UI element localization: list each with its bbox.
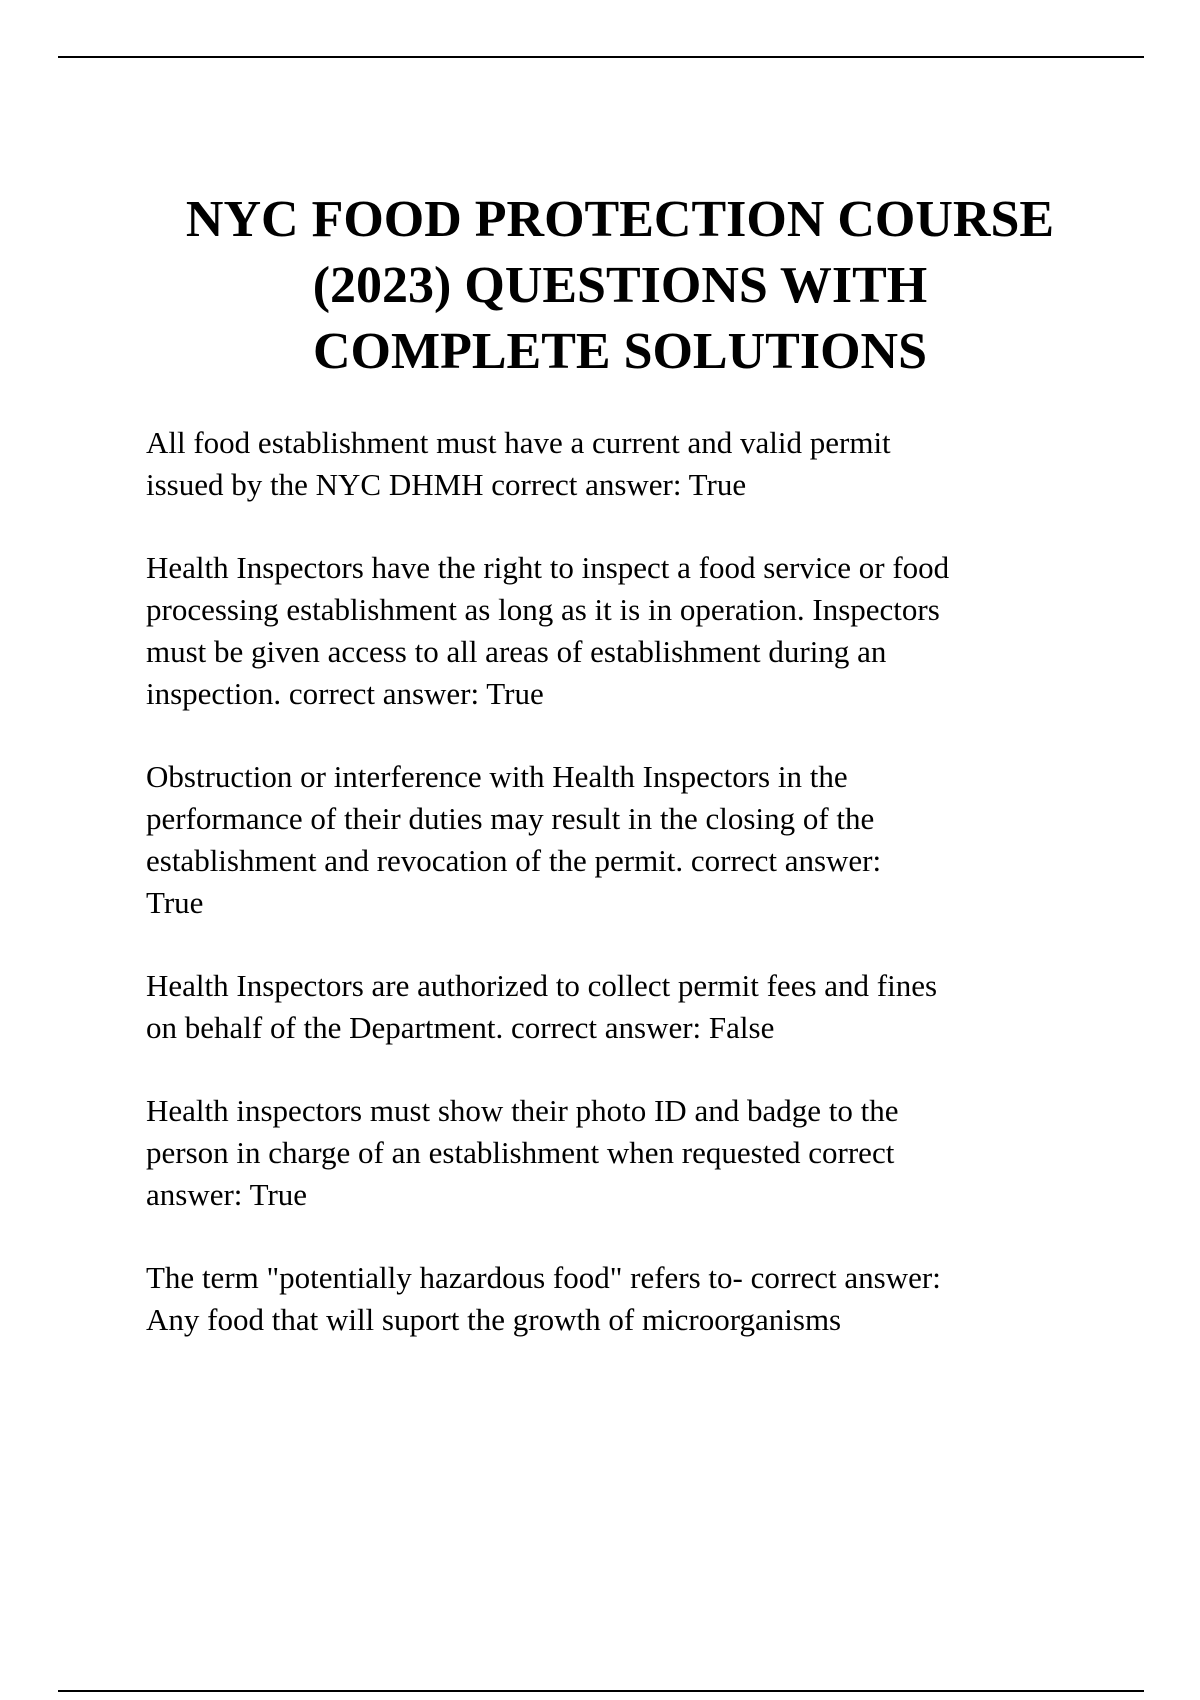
text-line: processing establishment as long as it is in operation. Inspectors bbox=[146, 592, 940, 627]
footer-rule bbox=[58, 1690, 1144, 1692]
text-line: inspection. correct answer: True bbox=[146, 676, 544, 711]
question-answer-item bbox=[146, 1257, 1156, 1341]
text-line: on behalf of the Department. correct answer: False bbox=[146, 1010, 775, 1045]
text-line: issued by the NYC DHMH correct answer: True bbox=[146, 467, 747, 502]
text-line: Any food that will suport the growth of microorganisms bbox=[146, 1302, 842, 1337]
header-rule bbox=[58, 56, 1144, 58]
text-line: Health inspectors must show their photo ID and badge to the bbox=[146, 1093, 899, 1128]
text-line: The term "potentially hazardous food" refers to- correct answer: bbox=[146, 1260, 941, 1295]
text-line: performance of their duties may result in the closing of the bbox=[146, 801, 875, 836]
text-line: All food establishment must have a current and valid permit bbox=[146, 425, 891, 460]
question-answer-item bbox=[146, 547, 1156, 715]
document-title bbox=[100, 187, 1140, 385]
question-answer-item bbox=[146, 422, 1156, 506]
text-line: Obstruction or interference with Health Inspectors in the bbox=[146, 759, 848, 794]
question-answer-item bbox=[146, 965, 1156, 1049]
question-list bbox=[146, 422, 1156, 1382]
text-line: answer: True bbox=[146, 1177, 308, 1212]
text-line: Health Inspectors have the right to inspect a food service or food bbox=[146, 550, 950, 585]
text-line: True bbox=[146, 885, 204, 920]
text-line: person in charge of an establishment when requested correct bbox=[146, 1135, 895, 1170]
title-line: COMPLETE SOLUTIONS bbox=[312, 323, 928, 380]
question-answer-item bbox=[146, 756, 1156, 924]
text-line: Health Inspectors are authorized to collect permit fees and fines bbox=[146, 968, 938, 1003]
text-line: must be given access to all areas of establishment during an bbox=[146, 634, 887, 669]
title-line: (2023) QUESTIONS WITH bbox=[312, 257, 928, 314]
title-line: NYC FOOD PROTECTION COURSE bbox=[185, 191, 1055, 248]
text-line: establishment and revocation of the permit. correct answer: bbox=[146, 843, 882, 878]
question-answer-item bbox=[146, 1090, 1156, 1216]
